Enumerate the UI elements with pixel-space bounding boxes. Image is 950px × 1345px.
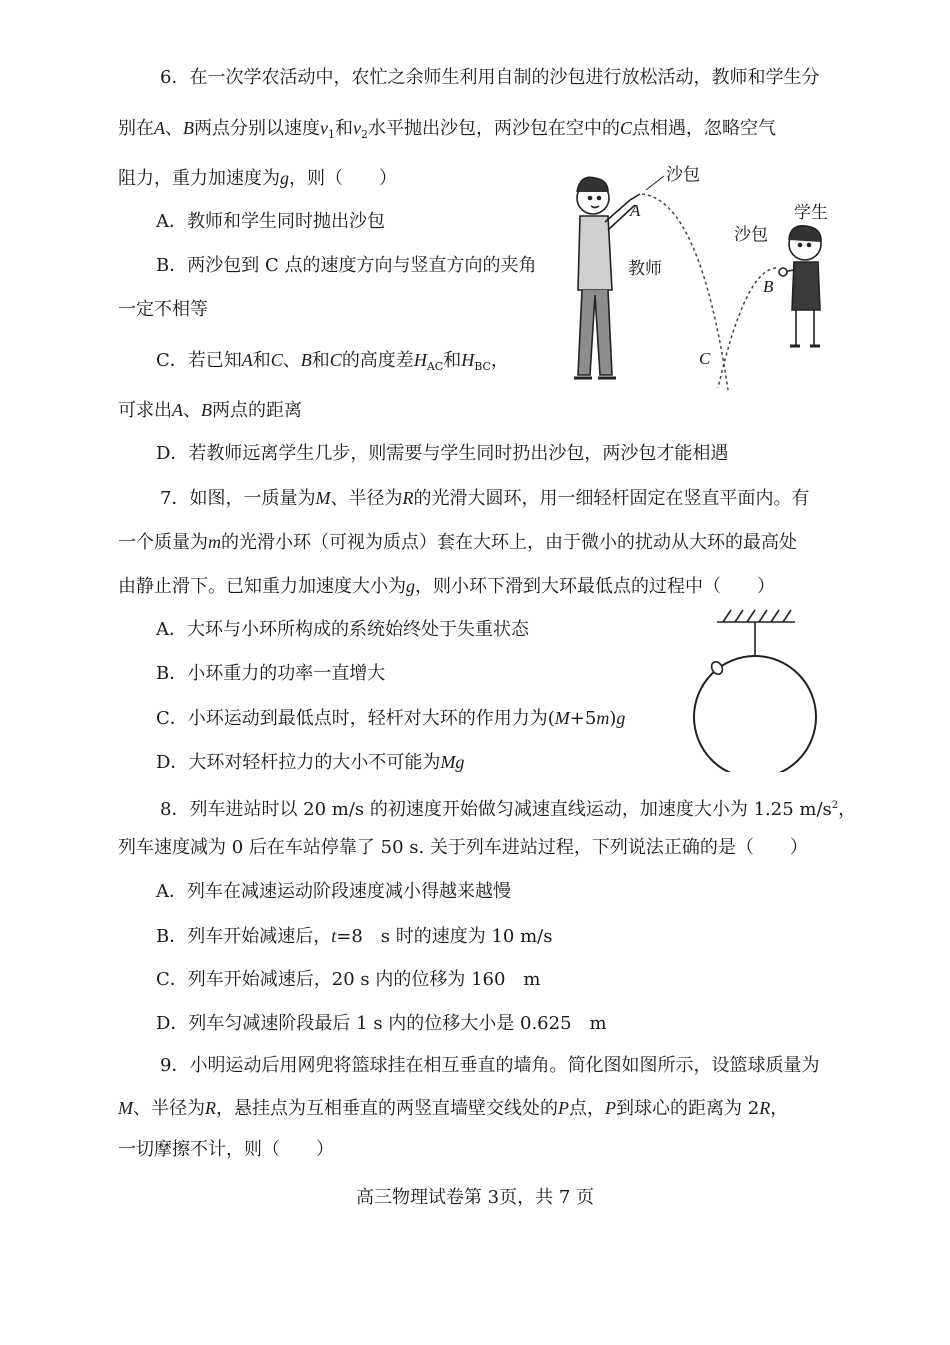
q6-line-2: 别在A、B两点分别以速度$v_1$和$v_2$水平抛出沙包，两沙包在空中的C点相遇，忽略空气 — [118, 118, 777, 141]
teacher-trajectory — [642, 194, 728, 390]
point-b-label: B — [763, 277, 774, 296]
sandbag-label-student: 沙包 — [734, 225, 768, 245]
q8-option-a: A．列车在减速运动阶段速度减小得越来越慢 — [156, 881, 511, 902]
q6-figure — [550, 160, 850, 390]
sandbag-label-teacher: 沙包 — [666, 165, 700, 185]
point-a-label: A — [630, 201, 641, 220]
q6-option-b-1: B．两沙包到 C 点的速度方向与竖直方向的夹角 — [156, 255, 537, 276]
q9-line-3: 一切摩擦不计，则（ ） — [118, 1139, 334, 1160]
ceiling-hatch — [717, 610, 795, 622]
sandbag-pointer — [646, 176, 664, 190]
q6-line-3: 阻力，重力加速度为g，则（ ） — [118, 168, 397, 189]
q6-option-d: D．若教师远离学生几步，则需要与学生同时扔出沙包，两沙包才能相遇 — [156, 443, 729, 464]
teacher-label: 教师 — [628, 259, 662, 279]
q6-option-c-2: 可求出A、B两点的距离 — [118, 400, 302, 421]
q8-option-c: C．列车开始减速后，20 s 内的位移为 160 m — [156, 969, 541, 990]
student-label: 学生 — [794, 203, 828, 223]
point-c-label: C — [699, 349, 711, 368]
q9-line-1: 9．小明运动后用网兜将篮球挂在相互垂直的墙角。简化图如图所示，设篮球质量为 — [160, 1055, 820, 1076]
q8-option-b: B．列车开始减速后，t=8 s 时的速度为 10 m/s — [156, 926, 553, 947]
q7-line-2: 一个质量为m的光滑小环（可视为质点）套在大环上，由于微小的扰动从大环的最高处 — [118, 532, 797, 553]
q6-option-a: A．教师和学生同时抛出沙包 — [156, 211, 385, 232]
q7-option-b: B．小环重力的功率一直增大 — [156, 663, 386, 684]
large-ring — [694, 656, 816, 772]
student-figure — [779, 226, 821, 346]
q6-option-b-2: 一定不相等 — [118, 299, 208, 320]
q8-line-2: 列车速度减为 0 后在车站停靠了 50 s. 关于列车进站过程，下列说法正确的是（ ） — [118, 837, 808, 858]
q6-line-1: 6．在一次学农活动中，农忙之余师生利用自制的沙包进行放松活动，教师和学生分 — [160, 67, 820, 88]
q7-option-c: C．小环运动到最低点时，轻杆对大环的作用力为(M+5m)g — [156, 708, 626, 729]
q7-ring-figure — [685, 600, 825, 772]
q7-line-1: 7．如图，一质量为M、半径为R的光滑大圆环，用一细轻杆固定在竖直平面内。有 — [160, 488, 810, 509]
q9-line-2: M、半径为R，悬挂点为互相垂直的两竖直墙壁交线处的P点，P到球心的距离为 2R， — [118, 1098, 789, 1119]
q7-line-3: 由静止滑下。已知重力加速度大小为g，则小环下滑到大环最低点的过程中（ ） — [118, 576, 775, 597]
q7-option-d: D．大环对轻杆拉力的大小不可能为Mg — [156, 752, 465, 773]
page-footer: 高三物理试卷第 3页，共 7 页 — [355, 1187, 595, 1208]
q7-option-a: A．大环与小环所构成的系统始终处于失重状态 — [156, 619, 529, 640]
q6-option-c-1: C．若已知A和C、B和C的高度差$H_{AC}$和$H_{BC}$， — [156, 350, 509, 373]
q8-line-1: 8．列车进站时以 20 m/s 的初速度开始做匀减速直线运动，加速度大小为 1.25 $m/s^2$， — [160, 799, 857, 820]
q8-option-d: D．列车匀减速阶段最后 1 s 内的位移大小是 0.625 m — [156, 1013, 607, 1034]
